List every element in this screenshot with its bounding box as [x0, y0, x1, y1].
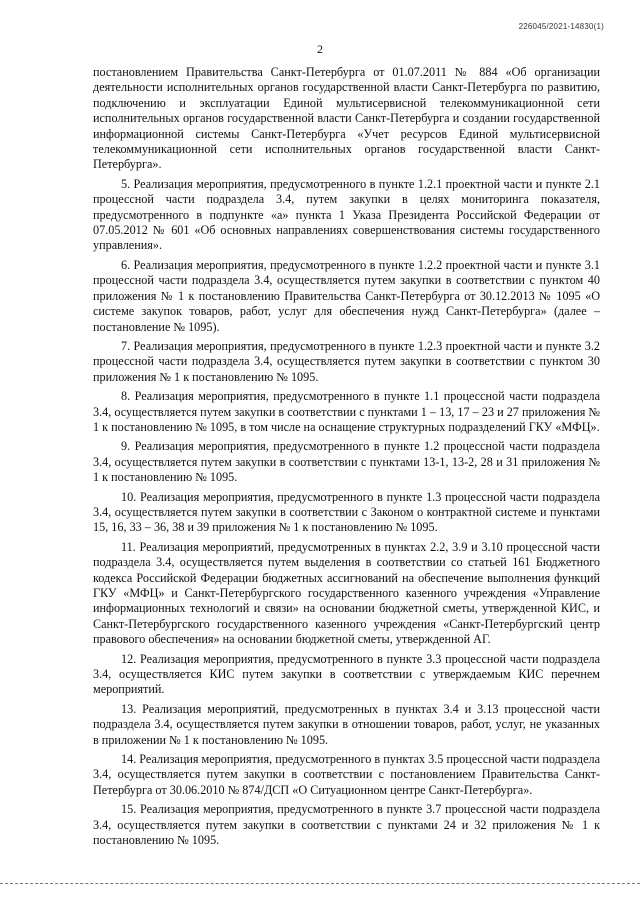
paragraph-6: 6. Реализация мероприятия, предусмотренного в пункте 1.2.2 проектной части и пункте 3.1 процессной части подраздела 3.4, осуществляется путем закупки в соответствии с пунктом 40 приложения № 1 к постановлению Правительства Санкт-Петербурга от 30.12.2013 № 1095 «О системе закупок товаров, работ, услуг для обеспечения нужд Санкт-Петербурга» (далее – постановление № 1095). [93, 257, 600, 334]
paragraph-12: 12. Реализация мероприятия, предусмотренного в пункте 3.3 процессной части подраздела 3.4, осуществляется КИС путем закупки в соответствии с утверждаемым КИС перечнем мероприятий. [93, 651, 600, 697]
page-number: 2 [317, 42, 323, 56]
paragraph-8: 8. Реализация мероприятия, предусмотренного в пункте 1.1 процессной части подраздела 3.4, осуществляется путем закупки в соответствии с пунктами 1 – 13, 17 – 23 и 27 приложения № 1 к постановлению № 1095, в том числе на оснащение структурных подразделений ГКУ «МФЦ». [93, 389, 600, 434]
paragraph-7: 7. Реализация мероприятия, предусмотренного в пункте 1.2.3 проектной части и пункте 3.2 процессной части подраздела 3.4, осуществляется путем закупки в соответствии с пунктом 30 приложения № 1 к постановлению № 1095. [93, 338, 600, 384]
paragraph-5: 5. Реализация мероприятия, предусмотренного в пункте 1.2.1 проектной части и пункте 2.1 процессной части подраздела 3.4, путем закупки в целях мониторинга показателя, предусмотренного в подпункте «а» пункта 1 Указа Президента Российской Федерации от 07.05.2012 № 601 «Об основных направлениях совершенствования системы государственного управления». [93, 176, 600, 253]
paragraph-10: 10. Реализация мероприятия, предусмотренного в пункте 1.3 процессной части подраздела 3.4, осуществляется путем закупки в соответствии с Законом о контрактной системе и пунктами 15, 16, 33 – 36, 38 и 39 приложения № 1 к постановлению № 1095. [93, 489, 600, 535]
paragraph-15: 15. Реализация мероприятия, предусмотренного в пункте 3.7 процессной части подраздела 3.4, осуществляется путем закупки в соответствии с пунктами 24 и 32 приложения № 1 к постановлению № 1095. [93, 802, 600, 848]
document-body [93, 65, 600, 853]
scan-edge-line [0, 883, 640, 884]
paragraph-14: 14. Реализация мероприятия, предусмотренного в пунктах 3.5 процессной части подраздела 3.4, осуществляется путем закупки в соответствии с постановлением Правительства Санкт-Петербурга от 30.06.2010 № 874/ДСП «О Ситуационном центре Санкт-Петербурга». [93, 752, 600, 797]
paragraph-13: 13. Реализация мероприятий, предусмотренных в пунктах 3.4 и 3.13 процессной части подраздела 3.4, осуществляется путем закупки в отношении товаров, работ, услуг, не указанных в приложении № 1 к постановлению № 1095. [93, 701, 600, 747]
paragraph-9: 9. Реализация мероприятия, предусмотренного в пункте 1.2 процессной части подраздела 3.4, осуществляется путем закупки в соответствии с пунктами 13-1, 13-2, 28 и 31 приложения № 1 к постановлению № 1095. [93, 439, 600, 485]
paragraph-continuation: постановлением Правительства Санкт-Петербурга от 01.07.2011 № 884 «Об организации деятельности исполнительных органов государственной власти Санкт-Петербурга по развитию, подключению и эксплуатации Единой мультисервисной телекоммуникационной сети исполнительных органов государственной власти Санкт-Петербурга и создании государственной информационной системы Санкт-Петербурга «Учет ресурсов Единой мультисервисной телекоммуникационной сети исполнительных органов государственной власти Санкт-Петербурга». [93, 65, 600, 172]
document-id: 226045/2021-14830(1) [518, 22, 604, 31]
paragraph-11: 11. Реализация мероприятий, предусмотренных в пунктах 2.2, 3.9 и 3.10 процессной части подраздела 3.4, осуществляется путем выделения в соответствии со статьей 161 Бюджетного кодекса Российской Федерации бюджетных ассигнований на обеспечение выполнения функций ГКУ «МФЦ» и Санкт-Петербургского государственного казенного учреждения «Управление информационных технологий и связи» на основании бюджетной сметы, утвержденной КИС, и Санкт-Петербургского государственного казенного учреждения «Санкт-Петербургский центр правового обеспечения» на основании бюджетной сметы, утвержденной АГ. [93, 539, 600, 647]
